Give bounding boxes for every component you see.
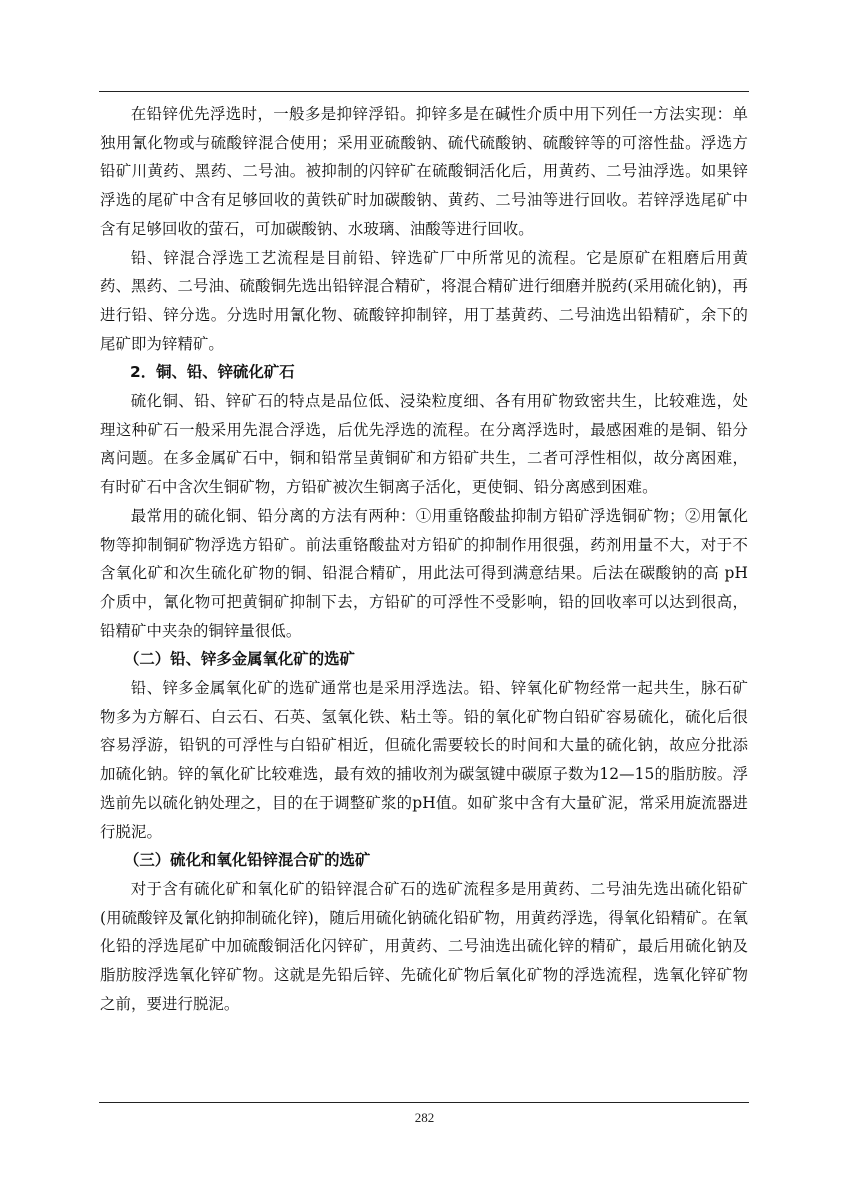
paragraph-lead-zinc-preferential-flotation: 在铅锌优先浮选时，一般多是抑锌浮铅。抑锌多是在碱性介质中用下列任一方法实现：单独用氰化物或与硫酸锌混合使用；采用亚硫酸钠、硫代硫酸钠、硫酸锌等的可溶性盐。浮选方铅矿川黄药、黑药、二号油。被抑制的闪锌矿在硫酸铜活化后，用黄药、二号油浮选。如果锌浮选的尾矿中含有足够回收的黄铁矿时加碳酸钠、黄药、二号油等进行回收。若锌浮选尾矿中含有足够回收的萤石，可加碳酸钠、水玻璃、油酸等进行回收。 (100, 105, 748, 238)
header-rule (99, 91, 749, 92)
paragraph-lead-zinc-bulk-flotation: 铅、锌混合浮选工艺流程是目前铅、锌选矿厂中所常见的流程。它是原矿在粗磨后用黄药、黑药、二号油、硫酸铜先选出铅锌混合精矿，将混合精矿进行细磨并脱药(采用硫化钠)，再进行铅、锌分选。分选时用氰化物、硫酸锌抑制锌，用丁基黄药、二号油选出铅精矿，余下的尾矿即为锌精矿。 (100, 248, 748, 353)
paragraph-mixed-ore-flotation: 对于含有硫化矿和氧化矿的铅锌混合矿石的选矿流程多是用黄药、二号油先选出硫化铅矿(用硫酸锌及氰化钠抑制硫化锌)，随后用硫化钠硫化铅矿物，用黄药浮选，得氧化铅精矿。在氧化铅的浮选尾矿中加硫酸铜活化闪锌矿，用黄药、二号油选出硫化锌的精矿，最后用硫化钠及脂肪胺浮选氧化锌矿物。这就是先铅后锌、先硫化矿物后氧化矿物的浮选流程，选氧化锌矿物之前，要进行脱泥。 (100, 879, 748, 1013)
section-heading-mixed-ore: （三）硫化和氧化铅锌混合矿的选矿 (124, 851, 371, 870)
paragraph-copper-lead-zinc-characteristics: 硫化铜、铅、锌矿石的特点是品位低、浸染粒度细、各有用矿物致密共生，比较难选，处理这种矿石一般采用先混合浮选，后优先浮选的流程。在分离浮选时，最感困难的是铜、铅分离问题。在多金属矿石中，铜和铅常呈黄铜矿和方铅矿共生，二者可浮性相似，故分离困难，有时矿石中含次生铜矿物，方铅矿被次生铜离子活化，更使铜、铅分离感到困难。 (100, 392, 748, 497)
section-heading-copper-lead-zinc-sulfide: 2．铜、铅、锌硫化矿石 (130, 363, 295, 382)
page-number: 282 (414, 1110, 435, 1125)
paragraph-copper-lead-separation-methods: 最常用的硫化铜、铅分离的方法有两种：①用重铬酸盐抑制方铅矿浮选铜矿物；②用氰化物等抑制铜矿物浮选方铅矿。前法重铬酸盐对方铅矿的抑制作用很强，药剂用量不大，对于不含氧化矿和次生硫化矿物的铜、铅混合精矿，用此法可得到满意结果。后法在碳酸钠的高 pH 介质中，氰化物可把黄铜矿抑制下去，方铅矿的可浮性不受影响，铅的回收率可以达到很高，铅精矿中夹杂的铜锌量很低。 (100, 506, 748, 640)
page-body (100, 100, 748, 1019)
section-heading-oxide-ore: （二）铅、锌多金属氧化矿的选矿 (124, 650, 355, 669)
footer-rule (99, 1102, 749, 1103)
paragraph-oxide-ore-flotation: 铅、锌多金属氧化矿的选矿通常也是采用浮选法。铅、锌氧化矿物经常一起共生，脉石矿物多为方解石、白云石、石英、氢氧化铁、粘土等。铅的氧化矿物白铅矿容易硫化，硫化后很容易浮游，铅钒的可浮性与白铅矿相近，但硫化需要较长的时间和大量的硫化钠，故应分批添加硫化钠。锌的氧化矿比较难选，最有效的捕收剂为碳氢键中碳原子数为12—15的脂肪胺。浮选前先以硫化钠处理之，目的在于调整矿浆的pH值。如矿浆中含有大量矿泥，常采用旋流器进行脱泥。 (100, 679, 748, 841)
